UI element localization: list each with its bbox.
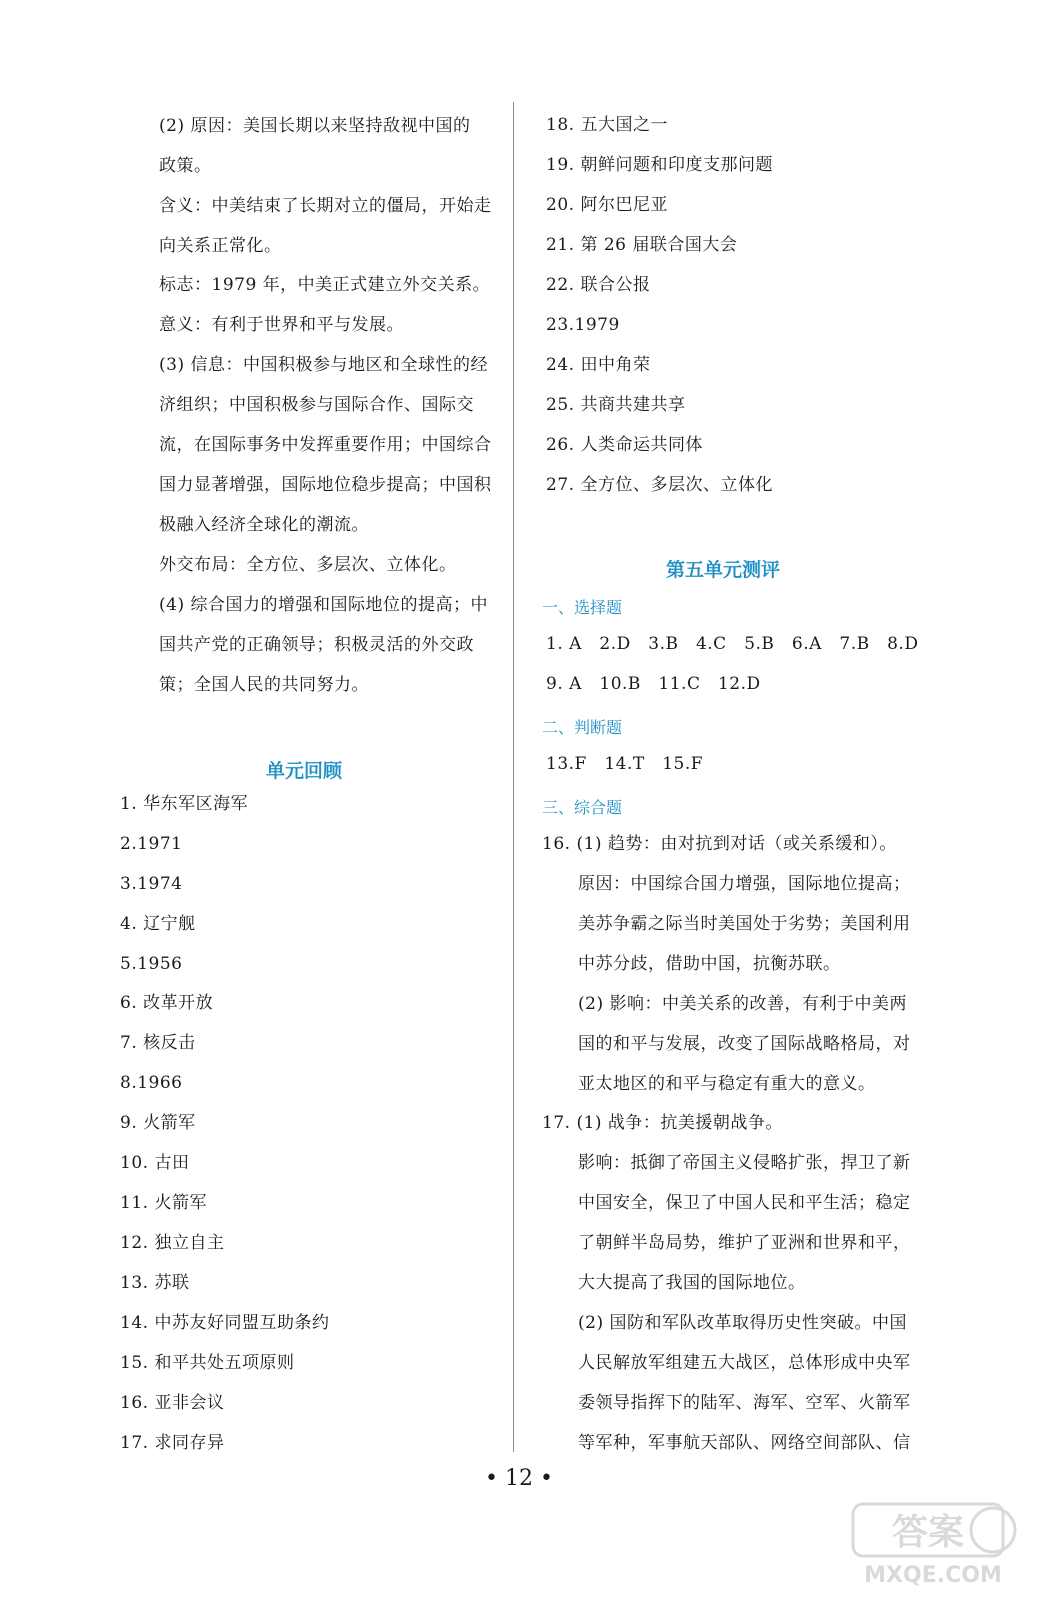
watermark-logo bbox=[845, 1500, 1020, 1590]
text-line: 标志：1979 年，中美正式建立外交关系。 bbox=[159, 275, 491, 295]
text-line: (2) 影响：中美关系的改善，有利于中美两 bbox=[578, 994, 907, 1014]
answer-item: 18. 五大国之一 bbox=[546, 115, 668, 135]
answer-item: 8.1966 bbox=[120, 1073, 183, 1093]
text-line: 人民解放军组建五大战区，总体形成中央军 bbox=[578, 1353, 911, 1373]
text-line: 亚太地区的和平与稳定有重大的意义。 bbox=[578, 1074, 876, 1094]
answer-item: 23.1979 bbox=[546, 315, 620, 335]
text-line: (2) 原因：美国长期以来坚持敌视中国的 bbox=[159, 116, 471, 136]
answer-item: 6. 改革开放 bbox=[120, 993, 214, 1013]
answer-item: 21. 第 26 届联合国大会 bbox=[546, 235, 738, 255]
answer-item: 16. 亚非会议 bbox=[120, 1393, 225, 1413]
judge-answers: 13.F 14.T 15.F bbox=[546, 754, 704, 774]
section-title-review: 单元回顾 bbox=[266, 760, 343, 782]
answer-item: 9. 火箭军 bbox=[120, 1113, 196, 1133]
text-line: 中苏分歧，借助中国，抗衡苏联。 bbox=[578, 954, 841, 974]
answer-item: 4. 辽宁舰 bbox=[120, 914, 196, 934]
answer-item: 1. 华东军区海军 bbox=[120, 794, 249, 814]
text-line: 16. (1) 趋势：由对抗到对话（或关系缓和）。 bbox=[542, 834, 897, 854]
answer-item: 22. 联合公报 bbox=[546, 275, 651, 295]
answer-item: 19. 朝鲜问题和印度支那问题 bbox=[546, 155, 773, 175]
text-line: 美苏争霸之际当时美国处于劣势；美国利用 bbox=[578, 914, 911, 934]
answer-item: 11. 火箭军 bbox=[120, 1193, 207, 1213]
answer-item: 26. 人类命运共同体 bbox=[546, 435, 703, 455]
answer-item: 2.1971 bbox=[120, 834, 183, 854]
text-line: 国共产党的正确领导；积极灵活的外交政 bbox=[159, 635, 474, 655]
answer-item: 3.1974 bbox=[120, 874, 183, 894]
text-line: 委领导指挥下的陆军、海军、空军、火箭军 bbox=[578, 1393, 911, 1413]
text-line: 策；全国人民的共同努力。 bbox=[159, 675, 369, 695]
text-line: 济组织；中国积极参与国际合作、国际交 bbox=[159, 395, 474, 415]
answer-item: 5.1956 bbox=[120, 954, 183, 974]
text-line: 了朝鲜半岛局势，维护了亚洲和世界和平， bbox=[578, 1233, 911, 1253]
text-line: 中国安全，保卫了中国人民和平生活；稳定 bbox=[578, 1193, 911, 1213]
text-line: 向关系正常化。 bbox=[159, 236, 282, 256]
answer-item: 7. 核反击 bbox=[120, 1033, 196, 1053]
text-line: 原因：中国综合国力增强，国际地位提高； bbox=[578, 874, 911, 894]
subheading-judge: 二、判断题 bbox=[542, 718, 623, 737]
text-line: 大大提高了我国的国际地位。 bbox=[578, 1273, 806, 1293]
answer-item: 13. 苏联 bbox=[120, 1273, 190, 1293]
text-line: 影响：抵御了帝国主义侵略扩张，捍卫了新 bbox=[578, 1153, 911, 1173]
choice-answers: 1. A 2.D 3.B 4.C 5.B 6.A 7.B 8.D bbox=[546, 634, 919, 654]
answer-item: 17. 求同存异 bbox=[120, 1433, 225, 1453]
text-line: 流，在国际事务中发挥重要作用；中国综合 bbox=[159, 435, 492, 455]
text-line: (4) 综合国力的增强和国际地位的提高；中 bbox=[159, 595, 488, 615]
answer-item: 24. 田中角荣 bbox=[546, 355, 651, 375]
text-line: 国的和平与发展，改变了国际战略格局，对 bbox=[578, 1034, 911, 1054]
text-line: 极融入经济全球化的潮流。 bbox=[159, 515, 369, 535]
text-line: 含义：中美结束了长期对立的僵局，开始走 bbox=[159, 196, 492, 216]
text-line: (3) 信息：中国积极参与地区和全球性的经 bbox=[159, 355, 488, 375]
svg-text:答案: 答案 bbox=[891, 1512, 965, 1553]
choice-answers: 9. A 10.B 11.C 12.D bbox=[546, 674, 761, 694]
text-line: 等军种，军事航天部队、网络空间部队、信 bbox=[578, 1433, 911, 1453]
answer-item: 10. 古田 bbox=[120, 1153, 190, 1173]
text-line: (2) 国防和军队改革取得历史性突破。中国 bbox=[578, 1313, 907, 1333]
text-line: 政策。 bbox=[159, 156, 212, 176]
answer-item: 20. 阿尔巴尼亚 bbox=[546, 195, 668, 215]
answer-item: 12. 独立自主 bbox=[120, 1233, 225, 1253]
subheading-choice: 一、选择题 bbox=[542, 598, 623, 617]
text-line: 外交布局：全方位、多层次、立体化。 bbox=[159, 555, 457, 575]
page-number: • 12 • bbox=[485, 1466, 553, 1491]
text-line: 17. (1) 战争：抗美援朝战争。 bbox=[542, 1113, 783, 1133]
column-divider bbox=[513, 102, 514, 1452]
text-line: 国力显著增强，国际地位稳步提高；中国积 bbox=[159, 475, 492, 495]
answer-item: 14. 中苏友好同盟互助条约 bbox=[120, 1313, 330, 1333]
section-title-unit-test: 第五单元测评 bbox=[666, 559, 781, 581]
subheading-comprehensive: 三、综合题 bbox=[542, 798, 623, 817]
answer-item: 25. 共商共建共享 bbox=[546, 395, 686, 415]
answer-item: 15. 和平共处五项原则 bbox=[120, 1353, 295, 1373]
answer-item: 27. 全方位、多层次、立体化 bbox=[546, 475, 773, 495]
text-line: 意义：有利于世界和平与发展。 bbox=[159, 315, 404, 335]
svg-text:MXQE.COM: MXQE.COM bbox=[864, 1563, 1002, 1588]
